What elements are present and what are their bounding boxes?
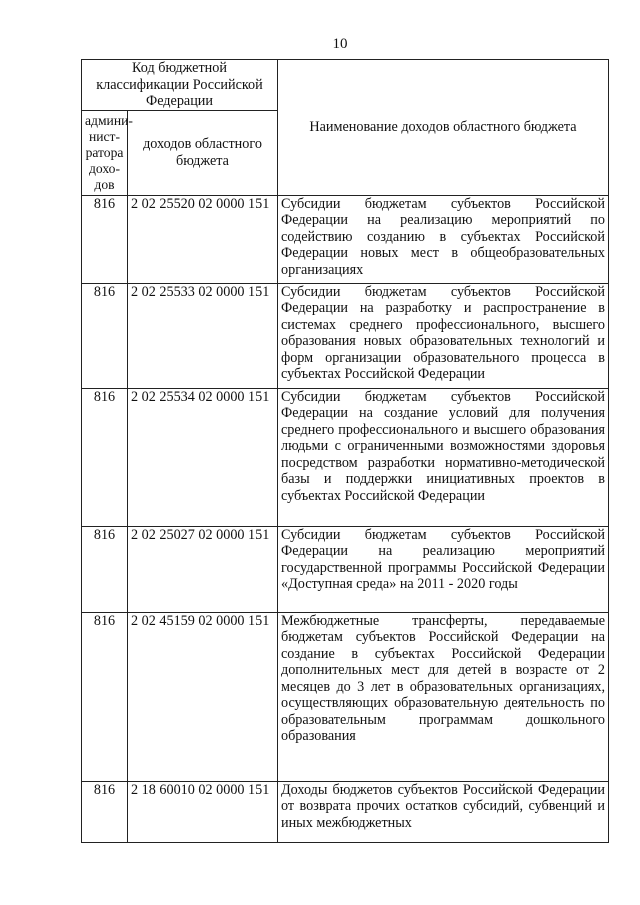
header-regional-budget-income: доходов областного бюджета (128, 110, 278, 195)
income-code-cell: 2 02 25520 02 0000 151 (128, 195, 278, 283)
table-row (82, 195, 609, 283)
administrator-code-cell: 816 (82, 781, 128, 842)
header-budget-classification-code: Код бюджетной классификации Российской Федерации (82, 60, 278, 111)
administrator-code-cell: 816 (82, 388, 128, 526)
table-row (82, 388, 609, 526)
budget-classification-table (81, 59, 609, 843)
table-row (82, 283, 609, 388)
income-name-cell: Субсидии бюджетам субъектов Российской Федерации на создание условий для получения среднего профессионального и высшего образования людьми с ограниченными возможностями здоровья посредством разработки нормативно-методической базы и поддержки инициативных проектов в субъектах Российской Федерации (278, 388, 609, 526)
administrator-code-cell: 816 (82, 526, 128, 612)
table-header-row (82, 60, 609, 111)
table-row (82, 526, 609, 612)
income-code-cell: 2 02 25027 02 0000 151 (128, 526, 278, 612)
income-name-cell: Субсидии бюджетам субъектов Российской Федерации на разработку и распространение в системах среднего профессионального, высшего образования новых образовательных технологий и форм организации образовательного процесса в субъектах Российской Федерации (278, 283, 609, 388)
administrator-code-cell: 816 (82, 195, 128, 283)
income-code-cell: 2 02 45159 02 0000 151 (128, 612, 278, 781)
table-row (82, 781, 609, 842)
income-name-cell: Доходы бюджетов субъектов Российской Федерации от возврата прочих остатков субсидий, субвенций и иных межбюджетных (278, 781, 609, 842)
administrator-code-cell: 816 (82, 612, 128, 781)
table-row (82, 612, 609, 781)
income-code-cell: 2 02 25534 02 0000 151 (128, 388, 278, 526)
page-number: 10 (332, 36, 348, 52)
income-name-cell: Субсидии бюджетам субъектов Российской Федерации на реализацию мероприятий по содействию созданию в субъектах Российской Федерации новых мест в общеобразовательных организациях (278, 195, 609, 283)
income-code-cell: 2 02 25533 02 0000 151 (128, 283, 278, 388)
administrator-code-cell: 816 (82, 283, 128, 388)
header-income-administrator: админи-нист-ратора дохо-дов (82, 110, 128, 195)
header-income-name: Наименование доходов областного бюджета (278, 60, 609, 196)
income-name-cell: Субсидии бюджетам субъектов Российской Федерации на реализацию мероприятий государственной программы Российской Федерации «Доступная среда» на 2011 - 2020 годы (278, 526, 609, 612)
income-name-cell: Межбюджетные трансферты, передаваемые бюджетам субъектов Российской Федерации на создание в субъектах Российской Федерации дополнительных мест для детей в возрасте от 2 месяцев до 3 лет в образовательных организациях, осуществляющих образовательную деятельность по образовательным программам дошкольного образования (278, 612, 609, 781)
income-code-cell: 2 18 60010 02 0000 151 (128, 781, 278, 842)
